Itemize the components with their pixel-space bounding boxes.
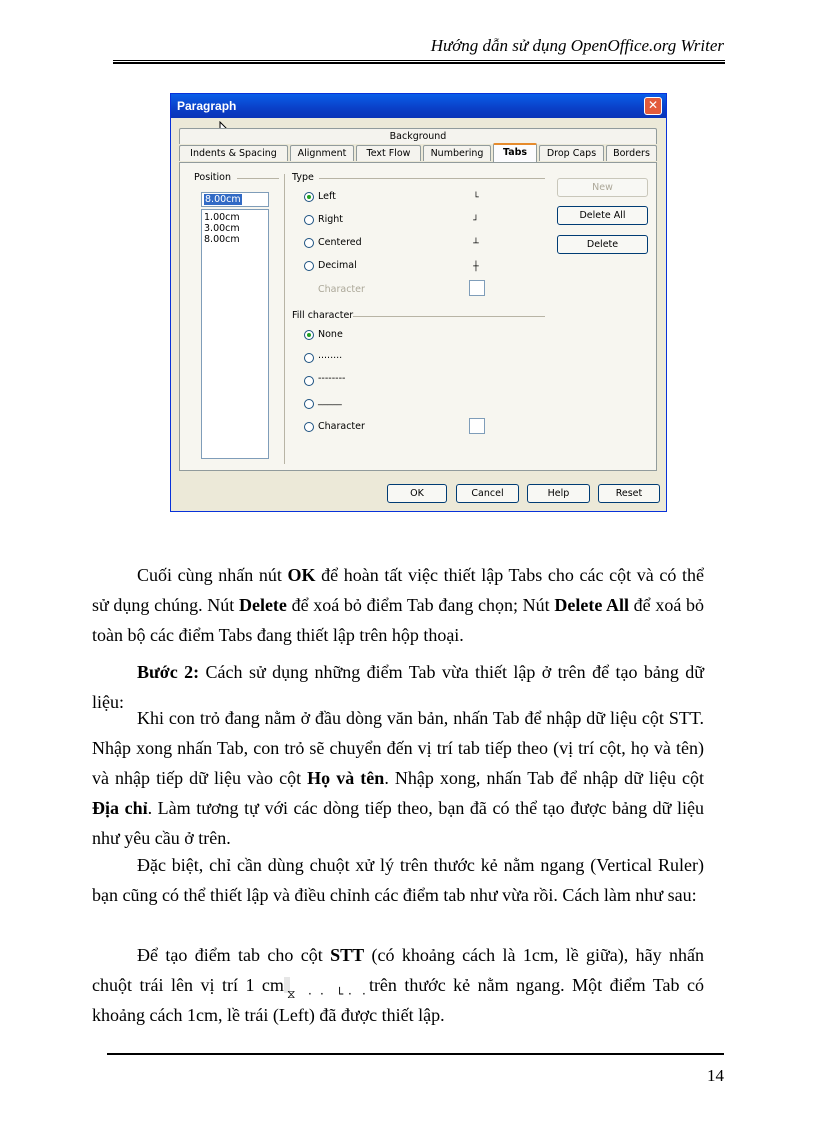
text: Để tạo điểm tab cho cột [137,945,331,965]
fill-character-input[interactable] [469,418,485,434]
tab-indents-spacing[interactable]: Indents & Spacing [179,145,288,161]
type-right-label: Right [318,214,344,225]
tab-left-icon: └ [473,193,479,203]
fill-dashes-label: -------- [318,373,346,384]
position-label: Position [194,172,231,183]
tab-alignment[interactable]: Alignment [290,145,354,161]
paragraph-5 [92,940,704,1030]
tab-decimal-icon: ┼ [473,262,479,272]
bold-text: Delete All [554,595,629,615]
list-item[interactable]: 1.00cm [204,212,240,223]
cancel-button[interactable]: Cancel [456,484,519,503]
text: để xoá bỏ toàn bộ các điểm Tabs đang thiết lập trên hộp thoại. [92,595,704,645]
text: Cách sử dụng những điểm Tab vừa thiết lập ở trên để tạo bảng dữ liệu: [92,662,704,712]
tab-drop-caps[interactable]: Drop Caps [539,145,604,161]
bold-text: Delete [238,595,287,615]
reset-button[interactable]: Reset [598,484,660,503]
tab-numbering[interactable]: Numbering [423,145,491,161]
type-left-label: Left [318,191,336,202]
tab-tabs[interactable]: Tabs [493,143,537,162]
type-centered-label: Centered [318,237,362,248]
bold-text: Bước 2: [137,662,200,682]
list-item[interactable]: 8.00cm [204,234,240,245]
paragraph-dialog [170,93,667,512]
divider [284,174,285,464]
text: Khi con trỏ đang nằm ở đầu dòng văn bản, nhấn Tab để nhập dữ liệu cột STT. Nhập xong nhấn Tab, con trỏ sẽ chuyển đến vị trí tab tiếp theo (vị trí cột, họ và tên) và nhập tiếp dữ liệu vào cột [92,708,704,788]
divider [237,178,279,179]
tab-text-flow[interactable]: Text Flow [356,145,421,161]
text: . Nhập xong, nhấn Tab để nhập dữ liệu cột [384,768,705,788]
fill-none-radio[interactable] [304,330,314,340]
type-character-label: Character [318,284,365,295]
position-input-value: 8.00cm [205,194,241,205]
text: trên thước kẻ nằm ngang. Một điểm Tab có khoảng cách 1cm, lề trái (Left) đã được thiết lập. [92,975,705,1025]
text: Đặc biệt, chỉ cần dùng chuột xử lý trên thước kẻ nằm ngang (Vertical Ruler) bạn cũng có thể thiết lập và điều chỉnh các điểm tab như vừa rồi. Cách làm như sau: [92,855,704,905]
new-button[interactable]: New [557,178,648,197]
text: Cuối cùng nhấn nút [137,565,288,585]
header-rule [113,60,725,64]
bold-text: Họ và tên [307,768,385,788]
type-left-radio[interactable] [304,192,314,202]
footer-rule [107,1053,724,1055]
page-header-title: Hướng dẫn sử dụng OpenOffice.org Writer [430,36,724,55]
type-centered-radio[interactable] [304,238,314,248]
ruler-snippet-image: ⧖ · · └ · · [284,977,369,993]
fill-dashes-radio[interactable] [304,376,314,386]
type-character-input[interactable] [469,280,485,296]
position-input[interactable] [201,192,269,207]
tab-stop-icon: ⧖ [286,987,296,1001]
fill-character-option-label: Character [318,421,365,432]
bold-text: OK [287,565,316,585]
list-item[interactable]: 3.00cm [204,223,240,234]
fill-dots-radio[interactable] [304,353,314,363]
help-button[interactable]: Help [527,484,590,503]
divider [319,178,545,179]
fill-character-radio[interactable] [304,422,314,432]
dialog-titlebar [171,94,666,118]
dialog-title: Paragraph [177,99,237,113]
tab-left-icon: └ [335,987,344,1001]
fill-character-label: Fill character [292,310,354,321]
position-list[interactable] [201,209,269,459]
tab-background[interactable]: Background [179,128,657,144]
paragraph-3 [92,703,704,853]
paragraph-1 [92,560,704,650]
tab-right-icon: ┘ [473,216,479,226]
fill-dots-label: ........ [318,350,343,361]
type-right-radio[interactable] [304,215,314,225]
fill-none-label: None [318,329,343,340]
text: . Làm tương tự với các dòng tiếp theo, bạn đã có thể tạo được bảng dữ liệu như yêu cầu ở trên. [92,798,704,848]
divider [353,316,545,317]
text: để hoàn tất việc thiết lập Tabs cho các cột và có thể sử dụng chúng. Nút [92,565,704,615]
fill-underscore-label: _____ [318,395,342,406]
delete-button[interactable]: Delete [557,235,648,254]
close-icon[interactable]: ✕ [644,97,662,115]
ok-button[interactable]: OK [387,484,447,503]
fill-underscore-radio[interactable] [304,399,314,409]
type-decimal-label: Decimal [318,260,357,271]
bold-text: Địa chỉ [92,798,148,818]
bold-text: STT [330,945,365,965]
page-number: 14 [707,1066,724,1085]
delete-all-button[interactable]: Delete All [557,206,648,225]
paragraph-4 [92,850,704,910]
type-decimal-radio[interactable] [304,261,314,271]
tab-borders[interactable]: Borders [606,145,657,161]
text: để xoá bỏ điểm Tab đang chọn; Nút [286,595,555,615]
type-label: Type [292,172,314,183]
tab-centered-icon: ┴ [473,239,479,249]
text: (có khoảng cách là 1cm, lề giữa), hãy nhấn chuột trái lên vị trí 1 cm [92,945,704,995]
